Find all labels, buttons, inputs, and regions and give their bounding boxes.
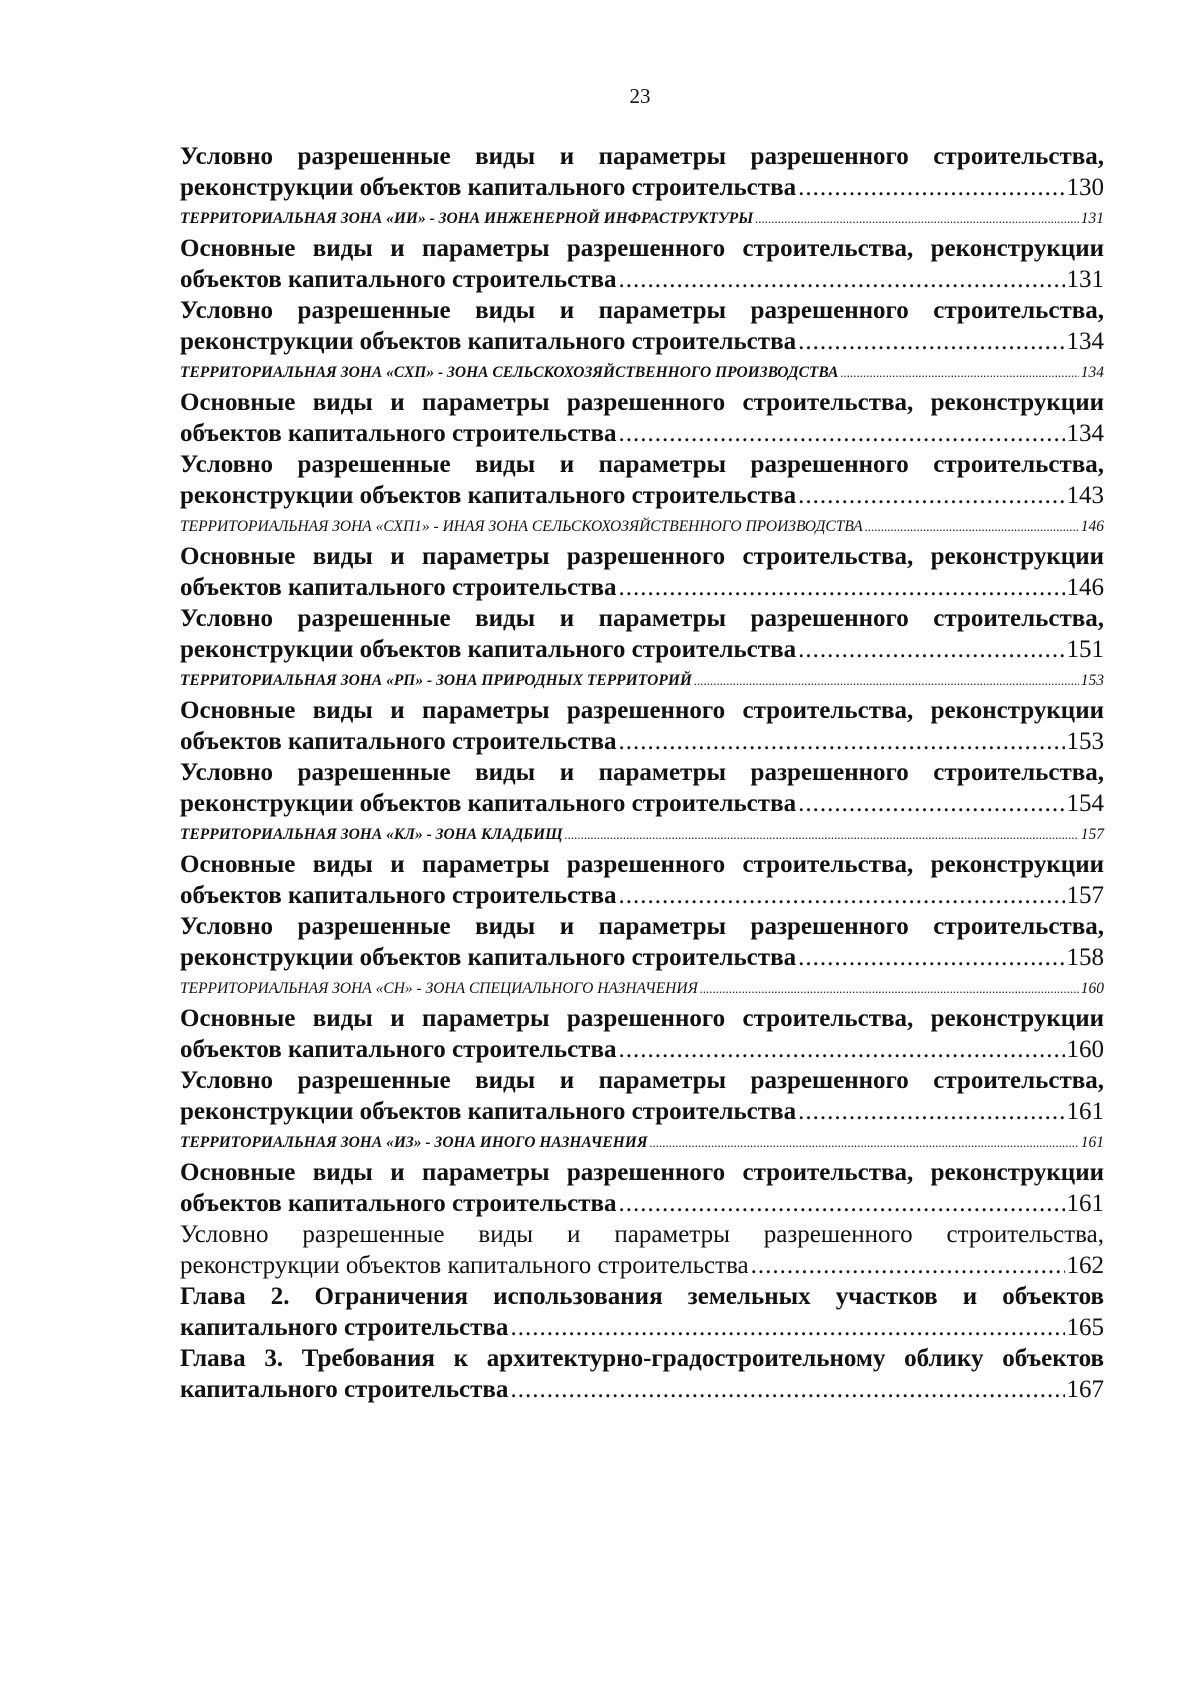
- toc-entry-title: капитального строительства: [180, 1314, 509, 1341]
- toc-entry-leader-line: [180, 572, 1104, 603]
- toc-page-number: 157: [1080, 826, 1104, 843]
- toc-entry-title-line: Основные виды и параметры разрешенного строительства, реконструкции: [180, 235, 1104, 262]
- toc-entry[interactable]: [180, 1219, 1104, 1281]
- dot-leader: [618, 726, 1064, 757]
- dot-leader: [798, 172, 1064, 203]
- toc-entry-title: ТЕРРИТОРИАЛЬНАЯ ЗОНА «ИИ» - ЗОНА ИНЖЕНЕРНОЙ ИНФРАСТРУКТУРЫ: [180, 210, 754, 227]
- toc-page-number: 158: [1066, 944, 1104, 971]
- toc-zone-heading[interactable]: [180, 822, 1104, 848]
- toc-entry-title-line: Основные виды и параметры разрешенного строительства, реконструкции: [180, 697, 1104, 724]
- dot-leader: [565, 822, 1079, 848]
- toc-zone-heading[interactable]: [180, 206, 1104, 232]
- dot-leader: [618, 418, 1064, 449]
- dot-leader: [618, 572, 1064, 603]
- dot-leader: [865, 514, 1079, 540]
- toc-entry-leader-line: [180, 1188, 1104, 1219]
- toc-entry-title-line: Глава 2. Ограничения использования земельных участков и объектов: [180, 1283, 1104, 1310]
- toc-entry-leader-line: [180, 480, 1104, 511]
- toc-entry-title-line: Условно разрешенные виды и параметры разрешенного строительства,: [180, 1221, 1104, 1248]
- toc-page-number: 161: [1066, 1190, 1104, 1217]
- toc-page-number: 146: [1080, 518, 1104, 535]
- toc-entry-leader-line: [180, 1374, 1104, 1405]
- toc-page-number: 153: [1080, 672, 1104, 689]
- dot-leader: [510, 1312, 1064, 1343]
- toc-entry-leader-line: [180, 206, 1104, 232]
- toc-entry-title-line: Условно разрешенные виды и параметры разрешенного строительства,: [180, 1067, 1104, 1094]
- toc-entry-title: ТЕРРИТОРИАЛЬНАЯ ЗОНА «ИЗ» - ЗОНА ИНОГО НАЗНАЧЕНИЯ: [180, 1134, 648, 1151]
- dot-leader: [751, 1250, 1065, 1281]
- toc-page-number: 167: [1066, 1376, 1104, 1403]
- dot-leader: [840, 360, 1078, 386]
- toc-page-number: 134: [1066, 328, 1104, 355]
- dot-leader: [798, 634, 1064, 665]
- toc-entry-title-line: Условно разрешенные виды и параметры разрешенного строительства,: [180, 605, 1104, 632]
- toc-entry-leader-line: [180, 514, 1104, 540]
- toc-entry-title: ТЕРРИТОРИАЛЬНАЯ ЗОНА «КЛ» - ЗОНА КЛАДБИЩ: [180, 826, 563, 843]
- dot-leader: [618, 264, 1064, 295]
- toc-entry-leader-line: [180, 1096, 1104, 1127]
- toc-entry-leader-line: [180, 360, 1104, 386]
- toc-entry-title: объектов капитального строительства: [180, 728, 617, 755]
- toc-entry-title-line: Условно разрешенные виды и параметры разрешенного строительства,: [180, 297, 1104, 324]
- toc-entry-title: реконструкции объектов капитального строительства: [180, 1252, 749, 1279]
- toc-entry-leader-line: [180, 418, 1104, 449]
- toc-entry-title: реконструкции объектов капитального строительства: [180, 482, 797, 509]
- toc-page-number: 154: [1066, 790, 1104, 817]
- toc-entry[interactable]: [180, 849, 1104, 911]
- toc-entry-title-line: Глава 3. Требования к архитектурно-градостроительному облику объектов: [180, 1345, 1104, 1372]
- toc-entry[interactable]: [180, 1343, 1104, 1405]
- toc-entry-leader-line: [180, 1130, 1104, 1156]
- toc-entry-leader-line: [180, 1312, 1104, 1343]
- toc-entry-title: реконструкции объектов капитального строительства: [180, 790, 797, 817]
- toc-entry-leader-line: [180, 788, 1104, 819]
- toc-entry-leader-line: [180, 726, 1104, 757]
- toc-page-number: 143: [1066, 482, 1104, 509]
- toc-entry-leader-line: [180, 942, 1104, 973]
- toc-zone-heading[interactable]: [180, 976, 1104, 1002]
- toc-entry-title: капитального строительства: [180, 1376, 509, 1403]
- toc-entry[interactable]: [180, 1157, 1104, 1219]
- toc-entry[interactable]: [180, 911, 1104, 973]
- toc-page-number: 146: [1066, 574, 1104, 601]
- toc-entry-leader-line: [180, 976, 1104, 1002]
- toc-entry[interactable]: [180, 295, 1104, 357]
- toc-entry-leader-line: [180, 172, 1104, 203]
- toc-entry-title-line: Условно разрешенные виды и параметры разрешенного строительства,: [180, 451, 1104, 478]
- toc-entry-title: реконструкции объектов капитального строительства: [180, 328, 797, 355]
- dot-leader: [650, 1130, 1079, 1156]
- toc-entry-leader-line: [180, 1250, 1104, 1281]
- toc-zone-heading[interactable]: [180, 1130, 1104, 1156]
- toc-entry-title: ТЕРРИТОРИАЛЬНАЯ ЗОНА «СН» - ЗОНА СПЕЦИАЛЬНОГО НАЗНАЧЕНИЯ: [180, 980, 698, 997]
- dot-leader: [798, 942, 1064, 973]
- toc-entry[interactable]: [180, 141, 1104, 203]
- toc-entry-title: ТЕРРИТОРИАЛЬНАЯ ЗОНА «СХП» - ЗОНА СЕЛЬСКОХОЗЯЙСТВЕННОГО ПРОИЗВОДСТВА: [180, 364, 839, 381]
- toc-page-number: 153: [1066, 728, 1104, 755]
- toc-page-number: 130: [1066, 174, 1104, 201]
- toc-page-number: 151: [1066, 636, 1104, 663]
- toc-entry[interactable]: [180, 757, 1104, 819]
- table-of-contents: [180, 141, 1104, 1405]
- toc-page-number: 131: [1080, 210, 1104, 227]
- dot-leader: [618, 1034, 1064, 1065]
- toc-entry-title: реконструкции объектов капитального строительства: [180, 944, 797, 971]
- page-number: 23: [629, 84, 651, 108]
- toc-entry[interactable]: [180, 387, 1104, 449]
- toc-entry[interactable]: [180, 233, 1104, 295]
- toc-entry-title-line: Основные виды и параметры разрешенного строительства, реконструкции: [180, 543, 1104, 570]
- toc-entry-title-line: Условно разрешенные виды и параметры разрешенного строительства,: [180, 913, 1104, 940]
- toc-page-number: 160: [1080, 980, 1104, 997]
- toc-entry-title-line: Основные виды и параметры разрешенного строительства, реконструкции: [180, 1005, 1104, 1032]
- dot-leader: [798, 788, 1064, 819]
- toc-entry-title: ТЕРРИТОРИАЛЬНАЯ ЗОНА «СХП1» - ИНАЯ ЗОНА СЕЛЬСКОХОЗЯЙСТВЕННОГО ПРОИЗВОДСТВА: [180, 518, 863, 535]
- toc-entry-leader-line: [180, 264, 1104, 295]
- toc-entry-leader-line: [180, 668, 1104, 694]
- toc-page-number: 162: [1066, 1252, 1104, 1279]
- toc-page-number: 134: [1080, 364, 1104, 381]
- dot-leader: [618, 880, 1064, 911]
- dot-leader: [694, 668, 1079, 694]
- toc-page-number: 165: [1066, 1314, 1104, 1341]
- toc-page-number: 157: [1066, 882, 1104, 909]
- toc-entry-title-line: Основные виды и параметры разрешенного строительства, реконструкции: [180, 389, 1104, 416]
- toc-entry-title: реконструкции объектов капитального строительства: [180, 636, 797, 663]
- toc-entry-title: реконструкции объектов капитального строительства: [180, 1098, 797, 1125]
- toc-entry-title: объектов капитального строительства: [180, 574, 617, 601]
- toc-entry-title: объектов капитального строительства: [180, 266, 617, 293]
- dot-leader: [755, 206, 1079, 232]
- dot-leader: [798, 1096, 1064, 1127]
- toc-entry[interactable]: [180, 1281, 1104, 1343]
- toc-entry-title: объектов капитального строительства: [180, 1190, 617, 1217]
- toc-entry-title: ТЕРРИТОРИАЛЬНАЯ ЗОНА «РП» - ЗОНА ПРИРОДНЫХ ТЕРРИТОРИЙ: [180, 672, 692, 689]
- toc-entry[interactable]: [180, 695, 1104, 757]
- toc-entry-title: объектов капитального строительства: [180, 882, 617, 909]
- dot-leader: [798, 480, 1064, 511]
- dot-leader: [798, 326, 1064, 357]
- dot-leader: [700, 976, 1079, 1002]
- toc-entry-title: реконструкции объектов капитального строительства: [180, 174, 797, 201]
- toc-entry-leader-line: [180, 822, 1104, 848]
- toc-entry[interactable]: [180, 1065, 1104, 1127]
- toc-entry[interactable]: [180, 449, 1104, 511]
- toc-page-number: 134: [1066, 420, 1104, 447]
- toc-entry[interactable]: [180, 541, 1104, 603]
- toc-zone-heading[interactable]: [180, 514, 1104, 540]
- toc-page-number: 131: [1066, 266, 1104, 293]
- toc-entry-leader-line: [180, 880, 1104, 911]
- toc-entry-title-line: Условно разрешенные виды и параметры разрешенного строительства,: [180, 143, 1104, 170]
- toc-page-number: 161: [1080, 1134, 1104, 1151]
- toc-entry-leader-line: [180, 326, 1104, 357]
- toc-zone-heading[interactable]: [180, 360, 1104, 386]
- toc-entry-title-line: Основные виды и параметры разрешенного строительства, реконструкции: [180, 851, 1104, 878]
- toc-entry[interactable]: [180, 603, 1104, 665]
- toc-entry-leader-line: [180, 1034, 1104, 1065]
- toc-zone-heading[interactable]: [180, 668, 1104, 694]
- dot-leader: [510, 1374, 1064, 1405]
- toc-page-number: 161: [1066, 1098, 1104, 1125]
- toc-entry-title-line: Условно разрешенные виды и параметры разрешенного строительства,: [180, 759, 1104, 786]
- toc-entry-leader-line: [180, 634, 1104, 665]
- toc-entry-title: объектов капитального строительства: [180, 420, 617, 447]
- toc-entry[interactable]: [180, 1003, 1104, 1065]
- toc-page-number: 160: [1066, 1036, 1104, 1063]
- toc-entry-title: объектов капитального строительства: [180, 1036, 617, 1063]
- toc-entry-title-line: Основные виды и параметры разрешенного строительства, реконструкции: [180, 1159, 1104, 1186]
- dot-leader: [618, 1188, 1064, 1219]
